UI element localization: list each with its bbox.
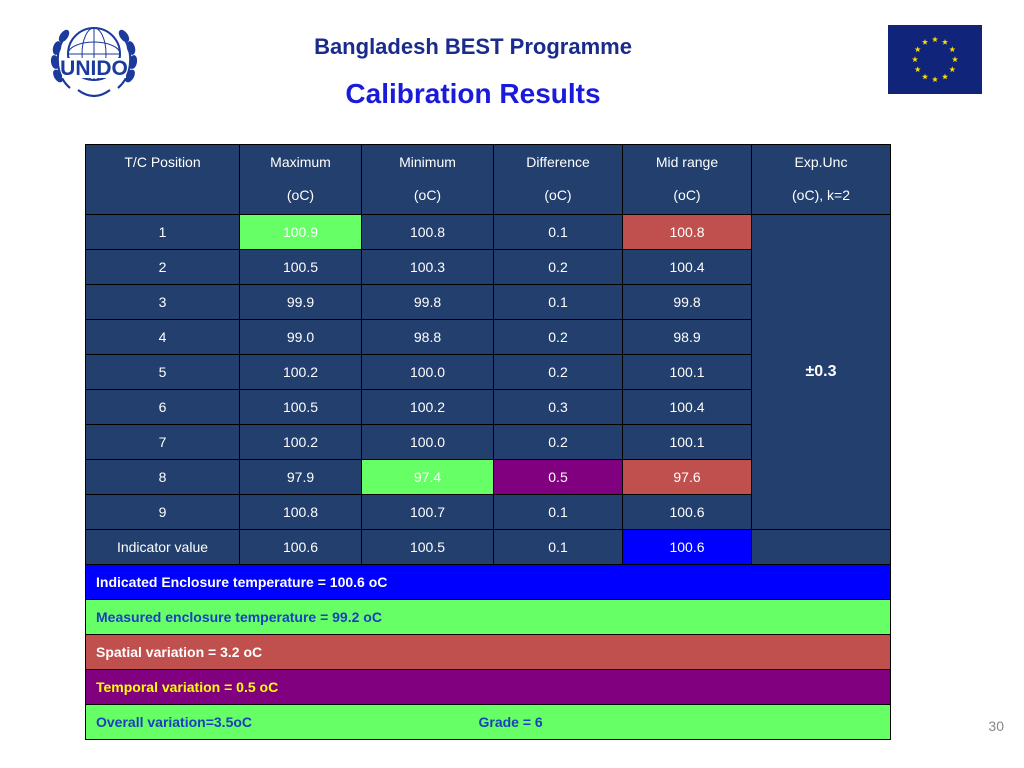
summary-row-spatial	[86, 635, 891, 670]
measured-temperature: Measured enclosure temperature = 99.2 oC	[86, 600, 891, 635]
cell-maximum: 99.0	[240, 320, 362, 355]
page-title: Calibration Results	[345, 78, 601, 109]
calibration-table	[85, 144, 891, 740]
summary-row-indicated	[86, 565, 891, 600]
cell-exp-unc: ±0.3	[752, 215, 891, 530]
cell-difference: 0.5	[494, 460, 623, 495]
page-number: 30	[988, 718, 1004, 734]
cell-minimum: 100.2	[362, 390, 494, 425]
cell-position: 5	[86, 355, 240, 390]
cell-difference: 0.2	[494, 250, 623, 285]
cell-mid-range: 100.8	[623, 215, 752, 250]
cell-mid-range: 100.6	[623, 495, 752, 530]
cell-minimum: 100.0	[362, 425, 494, 460]
cell-minimum: 100.5	[362, 530, 494, 565]
cell-maximum: 100.8	[240, 495, 362, 530]
temporal-variation: Temporal variation = 0.5 oC	[86, 670, 891, 705]
cell-mid-range: 98.9	[623, 320, 752, 355]
cell-maximum: 100.2	[240, 355, 362, 390]
cell-maximum: 100.5	[240, 250, 362, 285]
cell-position: 3	[86, 285, 240, 320]
grade: Grade = 6	[478, 714, 543, 730]
cell-maximum: 100.9	[240, 215, 362, 250]
overall-variation: Overall variation=3.5oC	[96, 714, 253, 730]
programme-title: Bangladesh BEST Programme	[314, 34, 632, 59]
cell-maximum: 100.5	[240, 390, 362, 425]
cell-difference: 0.2	[494, 320, 623, 355]
cell-mid-range: 100.4	[623, 250, 752, 285]
cell-difference: 0.3	[494, 390, 623, 425]
cell-difference: 0.1	[494, 530, 623, 565]
overall-variation-cell	[86, 705, 891, 740]
table-row	[86, 215, 891, 250]
cell-position: 6	[86, 390, 240, 425]
cell-position: 7	[86, 425, 240, 460]
cell-minimum: 100.3	[362, 250, 494, 285]
header-maximum: Maximum (oC)	[240, 145, 362, 215]
cell-minimum: 100.7	[362, 495, 494, 530]
indicated-temperature: Indicated Enclosure temperature = 100.6 oC	[86, 565, 891, 600]
cell-mid-range: 100.6	[623, 530, 752, 565]
cell-position: 9	[86, 495, 240, 530]
cell-difference: 0.2	[494, 355, 623, 390]
summary-row-overall	[86, 705, 891, 740]
cell-minimum: 98.8	[362, 320, 494, 355]
indicator-row	[86, 530, 891, 565]
cell-mid-range: 100.4	[623, 390, 752, 425]
cell-maximum: 100.6	[240, 530, 362, 565]
cell-difference: 0.1	[494, 215, 623, 250]
header-exp-unc: Exp.Unc (oC), k=2	[752, 145, 891, 215]
cell-difference: 0.2	[494, 425, 623, 460]
header-tc-position: T/C Position	[86, 145, 240, 215]
summary-row-temporal	[86, 670, 891, 705]
cell-maximum: 100.2	[240, 425, 362, 460]
header-minimum: Minimum (oC)	[362, 145, 494, 215]
cell-mid-range: 100.1	[623, 425, 752, 460]
cell-difference: 0.1	[494, 495, 623, 530]
cell-position: 4	[86, 320, 240, 355]
cell-mid-range: 97.6	[623, 460, 752, 495]
cell-position: 2	[86, 250, 240, 285]
summary-row-measured	[86, 600, 891, 635]
cell-minimum: 99.8	[362, 285, 494, 320]
cell-position: 8	[86, 460, 240, 495]
cell-position: 1	[86, 215, 240, 250]
cell-mid-range: 100.1	[623, 355, 752, 390]
cell-maximum: 99.9	[240, 285, 362, 320]
cell-minimum: 97.4	[362, 460, 494, 495]
cell-minimum: 100.8	[362, 215, 494, 250]
table-header-row	[86, 145, 891, 215]
header-difference: Difference (oC)	[494, 145, 623, 215]
cell-difference: 0.1	[494, 285, 623, 320]
cell-minimum: 100.0	[362, 355, 494, 390]
unido-logo-text: UNIDO	[60, 57, 128, 80]
cell-indicator-label: Indicator value	[86, 530, 240, 565]
header-mid-range: Mid range (oC)	[623, 145, 752, 215]
spatial-variation: Spatial variation = 3.2 oC	[86, 635, 891, 670]
cell-maximum: 97.9	[240, 460, 362, 495]
cell-mid-range: 99.8	[623, 285, 752, 320]
eu-flag-icon	[888, 25, 982, 94]
cell-empty	[752, 530, 891, 565]
